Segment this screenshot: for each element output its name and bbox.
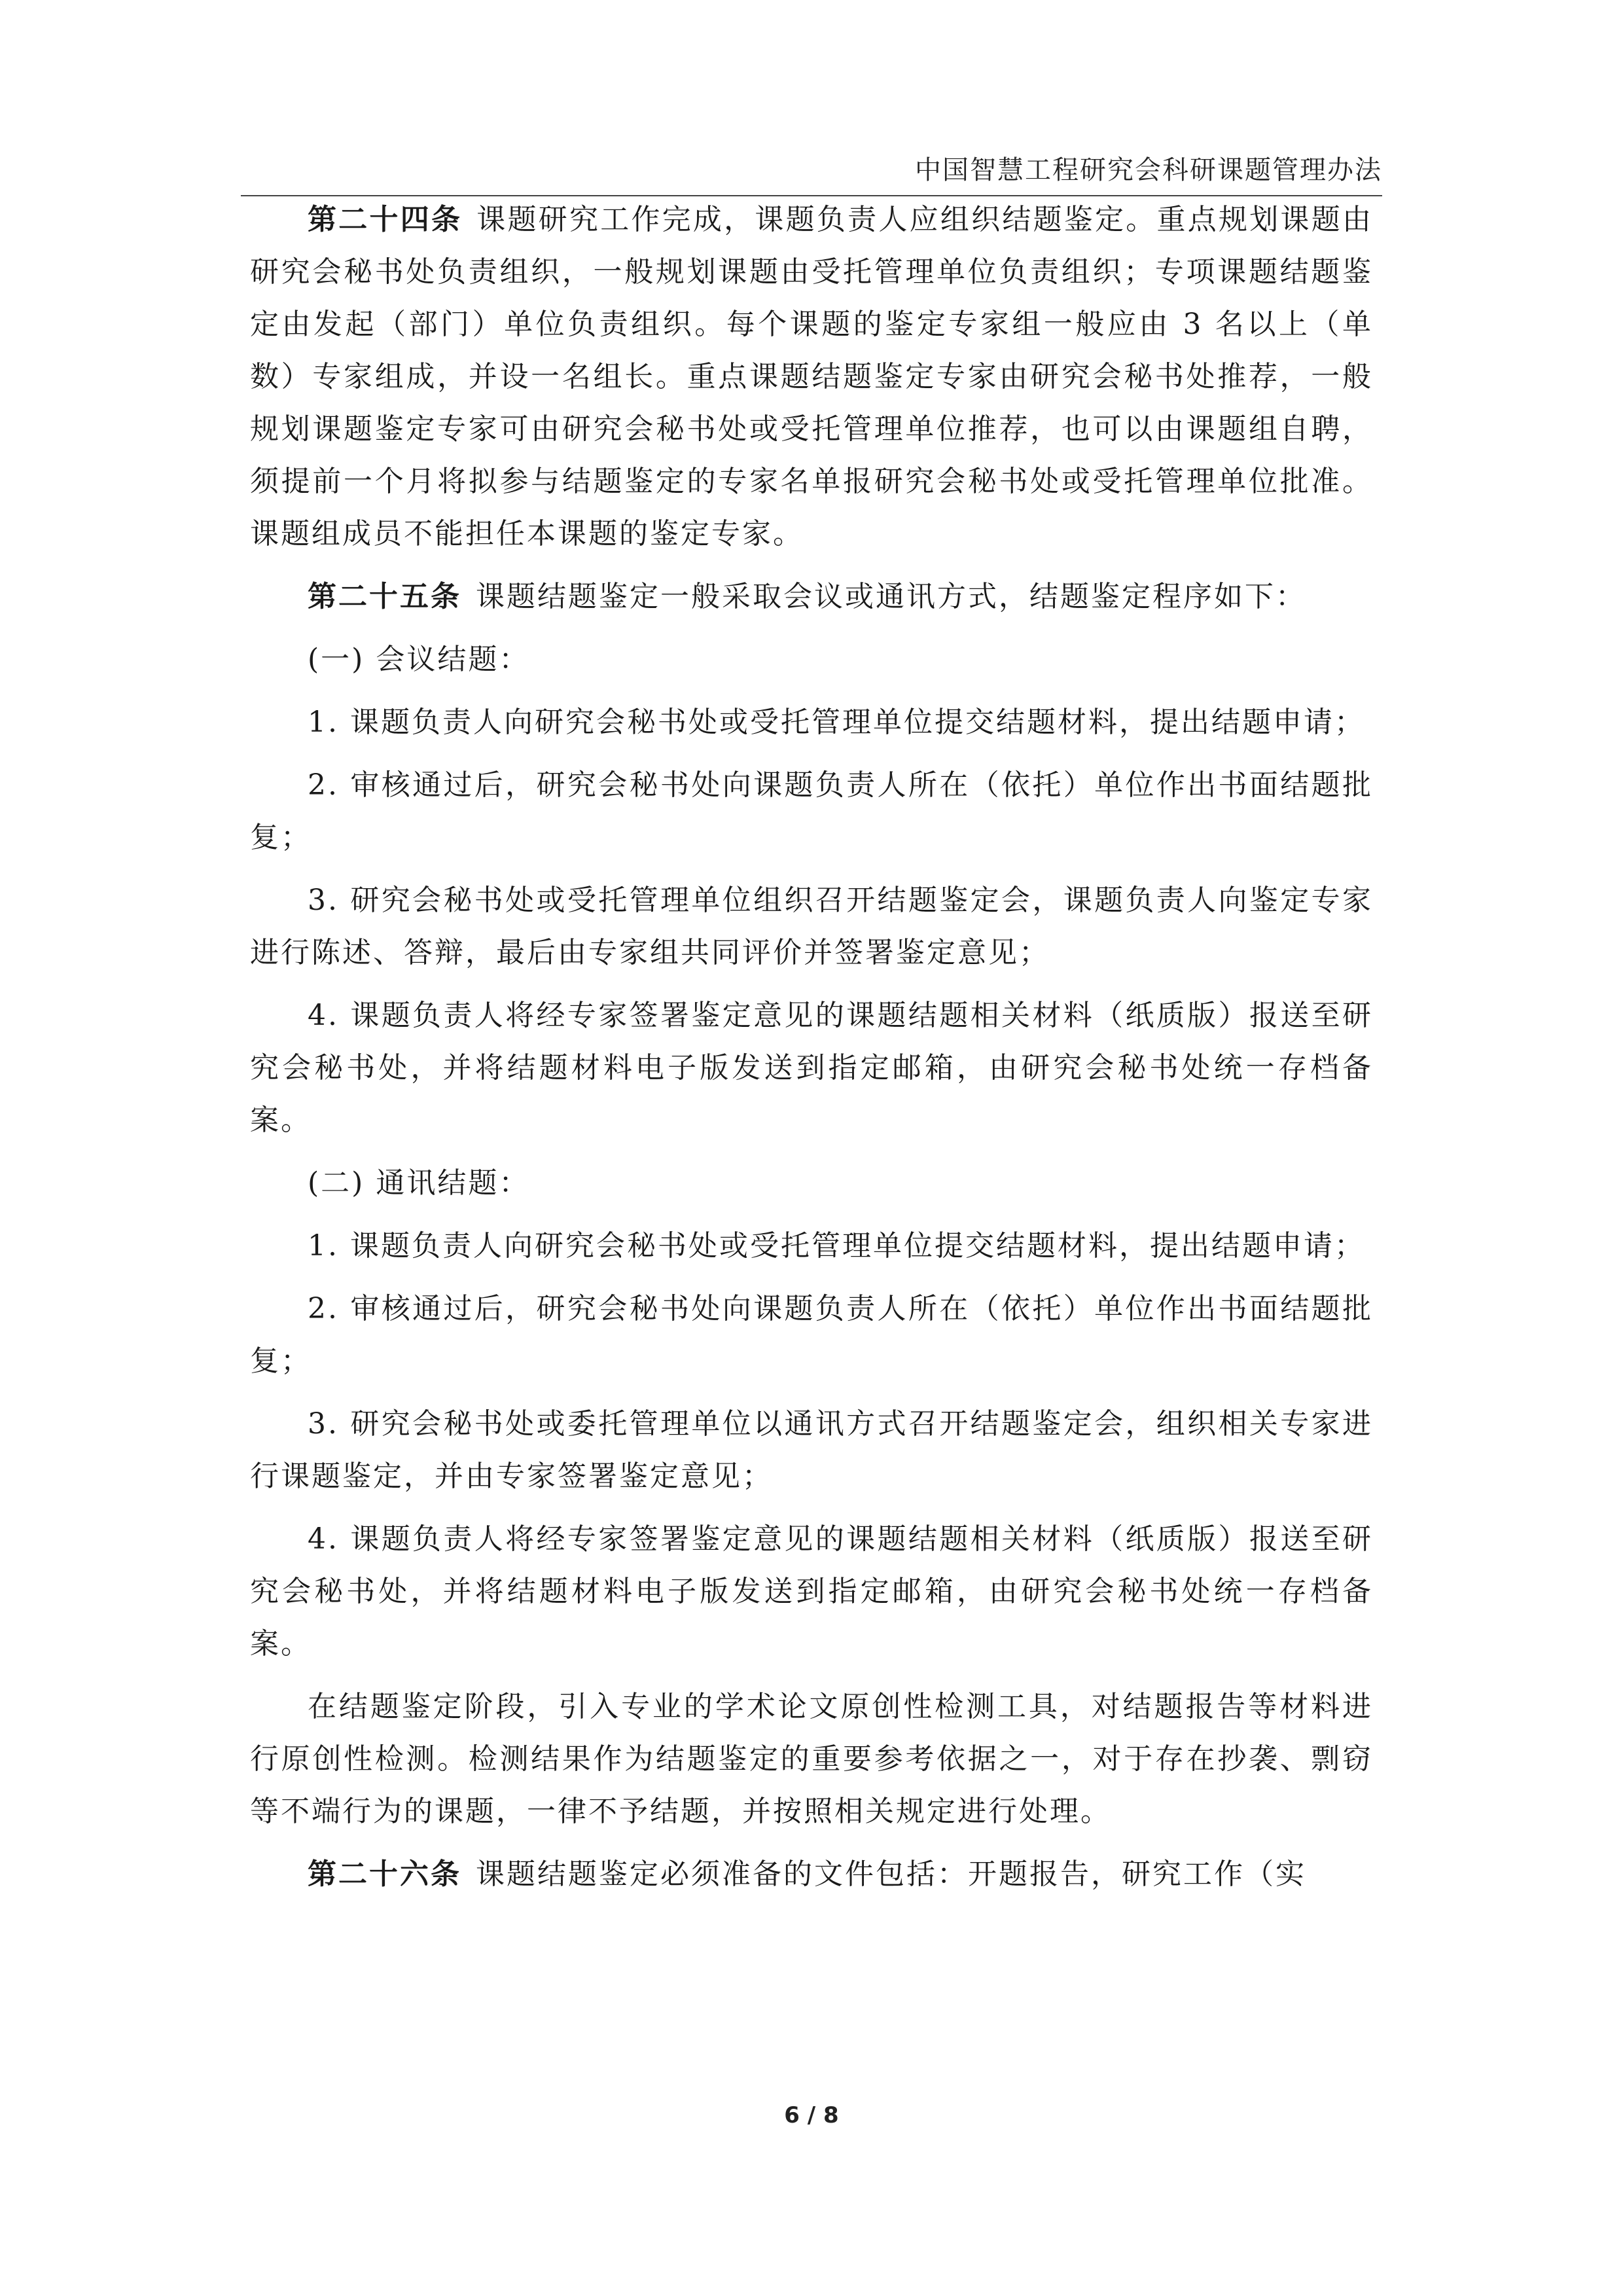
page-number: 6 / 8 <box>784 2102 839 2128</box>
section-heading-meeting <box>250 634 1373 686</box>
originality-check-paragraph <box>250 1681 1373 1838</box>
article-number: 第二十五条 <box>308 580 461 613</box>
list-item <box>250 1398 1373 1503</box>
article-26-paragraph <box>250 1848 1373 1901</box>
article-25-paragraph <box>250 571 1373 623</box>
list-item <box>250 696 1373 749</box>
paragraph-text: (二) 通讯结题： <box>308 1166 530 1200</box>
list-item <box>250 990 1373 1147</box>
article-24-paragraph <box>250 194 1373 560</box>
paragraph-text: 课题研究工作完成，课题负责人应组织结题鉴定。重点规划课题由研究会秘书处负责组织，一般规划课题由受托管理单位负责组织；专项课题结题鉴定由发起（部门）单位负责组织。每个课题的鉴定专家组一般应由 3 名以上（单数）专家组成，并设一名组长。重点课题结题鉴定专家由研究会秘书处推荐，一般规划课题鉴定专家可由研究会秘书处或受托管理单位推荐，也可以由课题组自聘，须提前一个月将拟参与结题鉴定的专家名单报研究会秘书处或受托管理单位批准。课题组成员不能担任本课题的鉴定专家。 <box>250 203 1374 550</box>
paragraph-text: 1. 课题负责人向研究会秘书处或受托管理单位提交结题材料，提出结题申请； <box>308 1229 1365 1263</box>
paragraph-text: 2. 审核通过后，研究会秘书处向课题负责人所在（依托）单位作出书面结题批复； <box>250 768 1373 854</box>
list-item <box>250 1513 1373 1670</box>
paragraph-text: 课题结题鉴定一般采取会议或通讯方式，结题鉴定程序如下： <box>476 580 1306 613</box>
paragraph-text: 4. 课题负责人将经专家签署鉴定意见的课题结题相关材料（纸质版）报送至研究会秘书处，并将结题材料电子版发送到指定邮箱，由研究会秘书处统一存档备案。 <box>250 999 1373 1137</box>
list-item <box>250 759 1373 864</box>
document-header-title: 中国智慧工程研究会科研课题管理办法 <box>915 155 1382 185</box>
list-item <box>250 874 1373 979</box>
paragraph-text: 1. 课题负责人向研究会秘书处或受托管理单位提交结题材料，提出结题申请； <box>308 706 1365 739</box>
paragraph-text: 在结题鉴定阶段，引入专业的学术论文原创性检测工具，对结题报告等材料进行原创性检测。检测结果作为结题鉴定的重要参考依据之一，对于存在抄袭、剽窃等不端行为的课题，一律不予结题，并按照相关规定进行处理。 <box>250 1690 1373 1828</box>
article-number: 第二十四条 <box>308 203 463 236</box>
paragraph-text: 4. 课题负责人将经专家签署鉴定意见的课题结题相关材料（纸质版）报送至研究会秘书处，并将结题材料电子版发送到指定邮箱，由研究会秘书处统一存档备案。 <box>250 1522 1373 1660</box>
paragraph-text: (一) 会议结题： <box>308 643 530 676</box>
paragraph-text: 3. 研究会秘书处或受托管理单位组织召开结题鉴定会，课题负责人向鉴定专家进行陈述、答辩，最后由专家组共同评价并签署鉴定意见； <box>250 884 1373 969</box>
paragraph-text: 3. 研究会秘书处或委托管理单位以通讯方式召开结题鉴定会，组织相关专家进行课题鉴定，并由专家签署鉴定意见； <box>250 1407 1373 1493</box>
list-item <box>250 1283 1373 1388</box>
paragraph-text: 课题结题鉴定必须准备的文件包括：开题报告，研究工作（实 <box>476 1857 1306 1891</box>
list-item <box>250 1220 1373 1272</box>
document-body <box>250 194 1373 1911</box>
paragraph-text: 2. 审核通过后，研究会秘书处向课题负责人所在（依托）单位作出书面结题批复； <box>250 1292 1373 1378</box>
article-number: 第二十六条 <box>308 1857 461 1891</box>
section-heading-correspondence <box>250 1157 1373 1210</box>
